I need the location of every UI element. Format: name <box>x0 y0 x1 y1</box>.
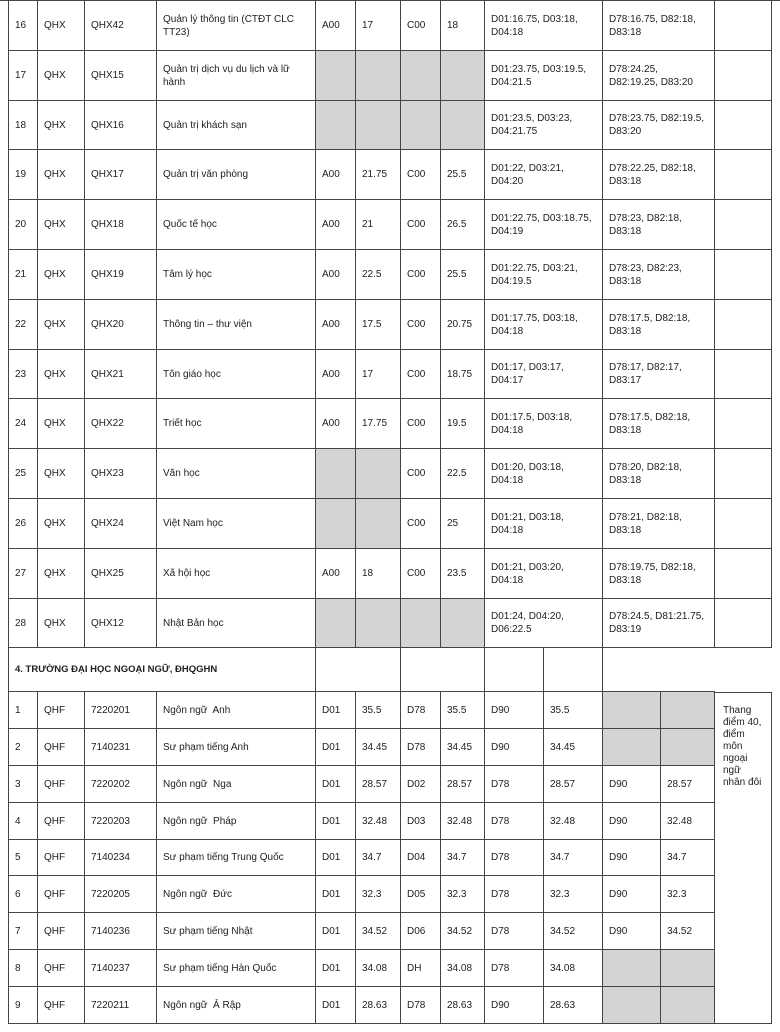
e-combo-scores: D78:24.5, D81:21.75, D83:19 <box>603 599 715 648</box>
score-1: 21 <box>356 200 401 250</box>
combo-4: D90 <box>603 766 661 803</box>
empty-cell <box>715 300 772 350</box>
score-4 <box>661 729 715 766</box>
score-2: 23.5 <box>441 549 485 599</box>
e-combo-scores: D78:17, D82:17, D83:17 <box>603 350 715 399</box>
score-2: 18 <box>441 1 485 51</box>
empty-cell <box>715 250 772 300</box>
combo-1: A00 <box>316 399 356 449</box>
combo-2 <box>401 101 441 150</box>
combo-4 <box>603 692 661 729</box>
e-combo-scores: D78:20, D82:18, D83:18 <box>603 449 715 499</box>
score-1: 28.57 <box>356 766 401 803</box>
school-code: QHX <box>38 51 85 101</box>
e-combo-scores: D78:21, D82:18, D83:18 <box>603 499 715 549</box>
major-code: 7140237 <box>85 950 157 987</box>
major-code: QHX17 <box>85 150 157 200</box>
d-combo-scores: D01:21, D03:18, D04:18 <box>485 499 603 549</box>
score-2: 19.5 <box>441 399 485 449</box>
score-2: 28.57 <box>441 766 485 803</box>
major-name: Quản trị dịch vụ du lịch và lữ hành <box>157 51 316 101</box>
row-number: 9 <box>8 987 38 1024</box>
combo-2: C00 <box>401 399 441 449</box>
score-1: 21.75 <box>356 150 401 200</box>
major-code: QHX42 <box>85 1 157 51</box>
school-code: QHF <box>38 840 85 876</box>
row-number: 6 <box>8 876 38 913</box>
row-number: 23 <box>8 350 38 399</box>
row-number: 27 <box>8 549 38 599</box>
score-2: 25 <box>441 499 485 549</box>
score-2: 18.75 <box>441 350 485 399</box>
school-code: QHF <box>38 729 85 766</box>
school-code: QHX <box>38 399 85 449</box>
combo-1: D01 <box>316 876 356 913</box>
empty-cell <box>715 499 772 549</box>
empty-cell <box>715 51 772 101</box>
major-code: 7140231 <box>85 729 157 766</box>
combo-1: A00 <box>316 250 356 300</box>
combo-1: D01 <box>316 692 356 729</box>
school-code: QHF <box>38 766 85 803</box>
row-number: 26 <box>8 499 38 549</box>
score-3: 28.57 <box>544 766 603 803</box>
row-number: 18 <box>8 101 38 150</box>
empty-cell <box>544 648 603 692</box>
score-2: 35.5 <box>441 692 485 729</box>
combo-2 <box>401 51 441 101</box>
row-number: 28 <box>8 599 38 648</box>
combo-1: A00 <box>316 1 356 51</box>
major-name: Việt Nam học <box>157 499 316 549</box>
d-combo-scores: D01:23.75, D03:19.5, D04:21.5 <box>485 51 603 101</box>
combo-3: D78 <box>485 840 544 876</box>
school-code: QHF <box>38 876 85 913</box>
empty-cell <box>715 150 772 200</box>
combo-1: A00 <box>316 150 356 200</box>
score-2: 26.5 <box>441 200 485 250</box>
major-name: Sư phạm tiếng Nhật <box>157 913 316 950</box>
combo-4: D90 <box>603 803 661 840</box>
e-combo-scores: D78:17.5, D82:18, D83:18 <box>603 300 715 350</box>
major-name: Thông tin – thư viện <box>157 300 316 350</box>
combo-1: D01 <box>316 987 356 1024</box>
row-number: 22 <box>8 300 38 350</box>
school-code: QHX <box>38 150 85 200</box>
major-name: Tôn giáo học <box>157 350 316 399</box>
school-code: QHX <box>38 499 85 549</box>
school-code: QHX <box>38 449 85 499</box>
score-2: 32.3 <box>441 876 485 913</box>
score-4: 32.3 <box>661 876 715 913</box>
score-4 <box>661 987 715 1024</box>
school-code: QHX <box>38 599 85 648</box>
major-code: QHX16 <box>85 101 157 150</box>
combo-3: D78 <box>485 766 544 803</box>
combo-1: A00 <box>316 549 356 599</box>
section-title: 4. TRƯỜNG ĐẠI HỌC NGOẠI NGỮ, ĐHQGHN <box>8 648 316 692</box>
major-name: Sư phạm tiếng Anh <box>157 729 316 766</box>
e-combo-scores: D78:17.5, D82:18, D83:18 <box>603 399 715 449</box>
score-2: 34.7 <box>441 840 485 876</box>
combo-2: D03 <box>401 803 441 840</box>
score-3: 28.63 <box>544 987 603 1024</box>
scale-note: Thang điểm 40, điểm môn ngoại ngữ nhân đôi <box>715 692 772 1024</box>
score-2: 28.63 <box>441 987 485 1024</box>
score-3: 34.08 <box>544 950 603 987</box>
combo-2: D78 <box>401 987 441 1024</box>
major-code: QHX18 <box>85 200 157 250</box>
combo-3: D90 <box>485 987 544 1024</box>
score-2 <box>441 51 485 101</box>
combo-1: D01 <box>316 840 356 876</box>
school-code: QHX <box>38 250 85 300</box>
row-number: 2 <box>8 729 38 766</box>
combo-1: D01 <box>316 913 356 950</box>
score-1: 32.3 <box>356 876 401 913</box>
combo-2: D02 <box>401 766 441 803</box>
major-code: QHX20 <box>85 300 157 350</box>
score-1 <box>356 449 401 499</box>
combo-2: D05 <box>401 876 441 913</box>
d-combo-scores: D01:16.75, D03:18, D04:18 <box>485 1 603 51</box>
school-code: QHF <box>38 803 85 840</box>
major-code: QHX23 <box>85 449 157 499</box>
major-name: Ngôn ngữ Pháp <box>157 803 316 840</box>
combo-3: D90 <box>485 692 544 729</box>
combo-4 <box>603 729 661 766</box>
combo-1: D01 <box>316 950 356 987</box>
empty-cell <box>316 648 401 692</box>
combo-1 <box>316 599 356 648</box>
school-code: QHX <box>38 200 85 250</box>
combo-3: D78 <box>485 803 544 840</box>
score-1: 17.5 <box>356 300 401 350</box>
major-code: 7220211 <box>85 987 157 1024</box>
row-number: 20 <box>8 200 38 250</box>
combo-1: A00 <box>316 300 356 350</box>
score-1: 34.45 <box>356 729 401 766</box>
combo-2: C00 <box>401 300 441 350</box>
score-2 <box>441 101 485 150</box>
empty-cell <box>715 549 772 599</box>
major-name: Nhật Bản học <box>157 599 316 648</box>
d-combo-scores: D01:24, D04:20, D06:22.5 <box>485 599 603 648</box>
combo-1 <box>316 51 356 101</box>
score-1: 35.5 <box>356 692 401 729</box>
major-code: QHX24 <box>85 499 157 549</box>
major-name: Sư phạm tiếng Hàn Quốc <box>157 950 316 987</box>
score-1: 34.7 <box>356 840 401 876</box>
e-combo-scores: D78:24.25, D82:19.25, D83:20 <box>603 51 715 101</box>
row-number: 19 <box>8 150 38 200</box>
combo-1: D01 <box>316 766 356 803</box>
combo-2: C00 <box>401 449 441 499</box>
score-2: 20.75 <box>441 300 485 350</box>
e-combo-scores: D78:23, D82:23, D83:18 <box>603 250 715 300</box>
combo-3: D78 <box>485 913 544 950</box>
d-combo-scores: D01:22, D03:21, D04:20 <box>485 150 603 200</box>
score-1 <box>356 599 401 648</box>
row-number: 7 <box>8 913 38 950</box>
major-name: Quốc tế học <box>157 200 316 250</box>
row-number: 24 <box>8 399 38 449</box>
row-number: 5 <box>8 840 38 876</box>
school-code: QHX <box>38 1 85 51</box>
combo-4 <box>603 987 661 1024</box>
score-3: 34.45 <box>544 729 603 766</box>
school-code: QHF <box>38 913 85 950</box>
score-2: 25.5 <box>441 250 485 300</box>
score-4: 28.57 <box>661 766 715 803</box>
combo-2: C00 <box>401 549 441 599</box>
combo-4 <box>603 950 661 987</box>
combo-2: C00 <box>401 200 441 250</box>
score-1: 17 <box>356 350 401 399</box>
d-combo-scores: D01:22.75, D03:18.75, D04:19 <box>485 200 603 250</box>
major-name: Quản trị văn phòng <box>157 150 316 200</box>
school-code: QHX <box>38 300 85 350</box>
score-1: 17.75 <box>356 399 401 449</box>
major-code: QHX15 <box>85 51 157 101</box>
major-code: QHX12 <box>85 599 157 648</box>
major-code: QHX25 <box>85 549 157 599</box>
score-1: 22.5 <box>356 250 401 300</box>
score-1 <box>356 499 401 549</box>
combo-4: D90 <box>603 840 661 876</box>
empty-cell <box>603 648 715 692</box>
combo-3: D90 <box>485 729 544 766</box>
score-3: 34.52 <box>544 913 603 950</box>
score-2: 34.45 <box>441 729 485 766</box>
score-1: 18 <box>356 549 401 599</box>
combo-1 <box>316 449 356 499</box>
e-combo-scores: D78:23, D82:18, D83:18 <box>603 200 715 250</box>
d-combo-scores: D01:17, D03:17, D04:17 <box>485 350 603 399</box>
combo-2: D78 <box>401 729 441 766</box>
d-combo-scores: D01:20, D03:18, D04:18 <box>485 449 603 499</box>
score-4: 34.52 <box>661 913 715 950</box>
major-code: QHX19 <box>85 250 157 300</box>
row-number: 16 <box>8 1 38 51</box>
score-2: 34.52 <box>441 913 485 950</box>
school-code: QHX <box>38 101 85 150</box>
e-combo-scores: D78:16.75, D82:18, D83:18 <box>603 1 715 51</box>
d-combo-scores: D01:21, D03:20, D04:18 <box>485 549 603 599</box>
major-name: Ngôn ngữ Ả Rập <box>157 987 316 1024</box>
combo-2: D78 <box>401 692 441 729</box>
row-number: 4 <box>8 803 38 840</box>
major-name: Sư phạm tiếng Trung Quốc <box>157 840 316 876</box>
major-code: 7140234 <box>85 840 157 876</box>
major-name: Ngôn ngữ Đức <box>157 876 316 913</box>
row-number: 3 <box>8 766 38 803</box>
major-name: Văn học <box>157 449 316 499</box>
empty-cell <box>715 399 772 449</box>
score-4: 34.7 <box>661 840 715 876</box>
combo-2: C00 <box>401 150 441 200</box>
row-number: 21 <box>8 250 38 300</box>
combo-3: D78 <box>485 876 544 913</box>
combo-3: D78 <box>485 950 544 987</box>
major-code: 7220205 <box>85 876 157 913</box>
d-combo-scores: D01:17.75, D03:18, D04:18 <box>485 300 603 350</box>
e-combo-scores: D78:19.75, D82:18, D83:18 <box>603 549 715 599</box>
score-4 <box>661 692 715 729</box>
score-3: 34.7 <box>544 840 603 876</box>
combo-2: C00 <box>401 250 441 300</box>
combo-2: DH <box>401 950 441 987</box>
row-number: 1 <box>8 692 38 729</box>
major-code: QHX22 <box>85 399 157 449</box>
row-number: 17 <box>8 51 38 101</box>
major-name: Quản trị khách sạn <box>157 101 316 150</box>
score-3: 32.48 <box>544 803 603 840</box>
school-code: QHF <box>38 987 85 1024</box>
score-2: 25.5 <box>441 150 485 200</box>
score-4: 32.48 <box>661 803 715 840</box>
score-3: 35.5 <box>544 692 603 729</box>
combo-2: C00 <box>401 499 441 549</box>
d-combo-scores: D01:22.75, D03:21, D04:19.5 <box>485 250 603 300</box>
major-code: 7140236 <box>85 913 157 950</box>
combo-2: C00 <box>401 350 441 399</box>
school-code: QHF <box>38 950 85 987</box>
e-combo-scores: D78:23.75, D82:19.5, D83:20 <box>603 101 715 150</box>
d-combo-scores: D01:23.5, D03:23, D04:21.75 <box>485 101 603 150</box>
major-name: Tâm lý học <box>157 250 316 300</box>
major-name: Quản lý thông tin (CTĐT CLC TT23) <box>157 1 316 51</box>
combo-1: A00 <box>316 200 356 250</box>
combo-4: D90 <box>603 876 661 913</box>
empty-cell <box>715 350 772 399</box>
major-name: Xã hội học <box>157 549 316 599</box>
row-number: 25 <box>8 449 38 499</box>
combo-1 <box>316 499 356 549</box>
school-code: QHX <box>38 549 85 599</box>
school-code: QHX <box>38 350 85 399</box>
score-1: 17 <box>356 1 401 51</box>
major-code: 7220203 <box>85 803 157 840</box>
major-code: QHX21 <box>85 350 157 399</box>
score-1: 28.63 <box>356 987 401 1024</box>
major-name: Ngôn ngữ Anh <box>157 692 316 729</box>
row-number: 8 <box>8 950 38 987</box>
combo-2: C00 <box>401 1 441 51</box>
score-1 <box>356 51 401 101</box>
d-combo-scores: D01:17.5, D03:18, D04:18 <box>485 399 603 449</box>
empty-cell <box>715 101 772 150</box>
combo-1 <box>316 101 356 150</box>
e-combo-scores: D78:22.25, D82:18, D83:18 <box>603 150 715 200</box>
combo-1: A00 <box>316 350 356 399</box>
score-1 <box>356 101 401 150</box>
score-1: 34.08 <box>356 950 401 987</box>
empty-cell <box>401 648 485 692</box>
empty-cell <box>715 1 772 51</box>
school-code: QHF <box>38 692 85 729</box>
combo-2 <box>401 599 441 648</box>
score-2 <box>441 599 485 648</box>
score-2: 34.08 <box>441 950 485 987</box>
combo-1: D01 <box>316 803 356 840</box>
score-2: 32.48 <box>441 803 485 840</box>
major-name: Triết học <box>157 399 316 449</box>
score-2: 22.5 <box>441 449 485 499</box>
combo-2: D06 <box>401 913 441 950</box>
score-3: 32.3 <box>544 876 603 913</box>
empty-cell <box>715 599 772 648</box>
major-code: 7220201 <box>85 692 157 729</box>
score-1: 32.48 <box>356 803 401 840</box>
combo-1: D01 <box>316 729 356 766</box>
empty-cell <box>485 648 544 692</box>
empty-cell <box>715 200 772 250</box>
empty-cell <box>715 449 772 499</box>
score-4 <box>661 950 715 987</box>
major-code: 7220202 <box>85 766 157 803</box>
score-1: 34.52 <box>356 913 401 950</box>
combo-4: D90 <box>603 913 661 950</box>
major-name: Ngôn ngữ Nga <box>157 766 316 803</box>
combo-2: D04 <box>401 840 441 876</box>
